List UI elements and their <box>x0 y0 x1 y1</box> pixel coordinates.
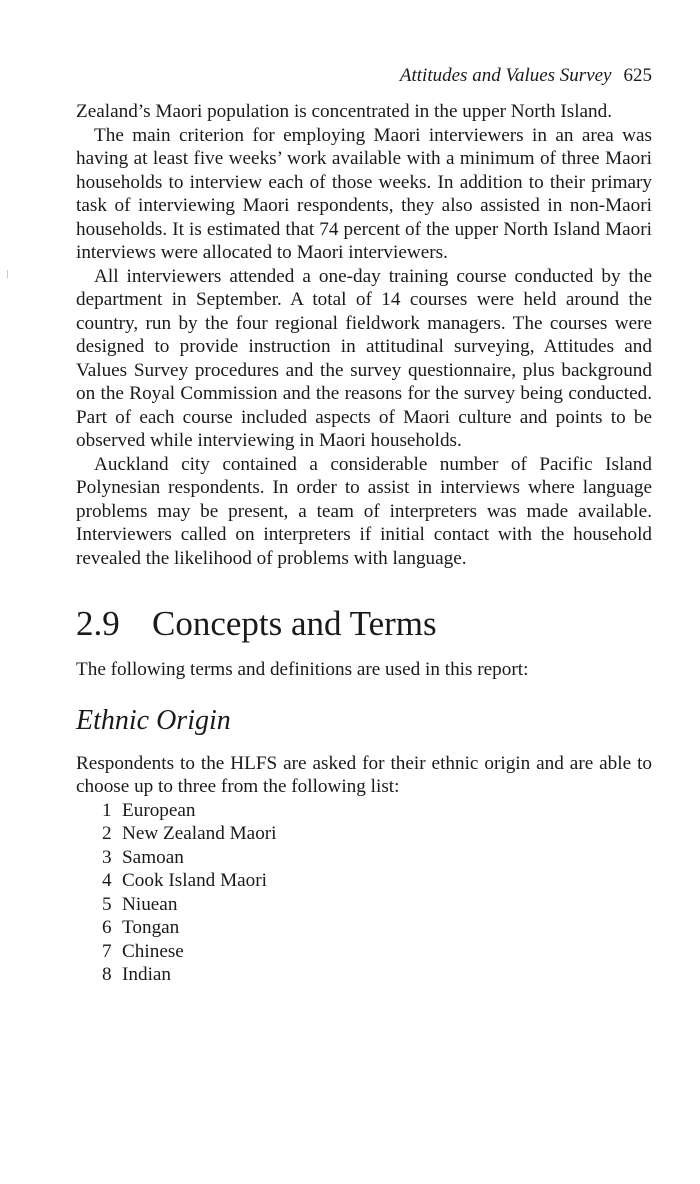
list-item <box>102 799 652 823</box>
list-item-label: Chinese <box>122 940 184 962</box>
list-item <box>102 940 652 964</box>
page-number: 625 <box>623 65 652 86</box>
list-item <box>102 916 652 940</box>
subsection-heading: Ethnic Origin <box>76 704 231 736</box>
list-item-number: 1 <box>102 799 112 821</box>
paragraph-continuation: Zealand’s Maori population is concentrated in the upper North Island. <box>76 101 613 122</box>
section-heading <box>76 604 652 644</box>
list-item-number: 4 <box>102 870 112 891</box>
paragraph-maori-interviewers: The main criterion for employing Maori interviewers in an area was having at least five weeks’ work available with a minimum of three Maori households to interview each of those weeks. In addition to their primary task of interviewing Maori respondents, they also assisted in non-Maori households. It is estimated that 74 percent of the upper North Island Maori interviews were allocated to Maori interviewers. <box>76 124 652 263</box>
list-item-label: European <box>122 799 196 821</box>
paragraph-training-course: All interviewers attended a one-day training course conducted by the department in September. A total of 14 courses were held around the country, run by the four regional fieldwork managers. The courses were designed to provide instruction in attitudinal surveying, Attitudes and Values Survey procedures and the survey questionnaire, plus background on the Royal Commission and the reasons for the survey being conducted. Part of each course included aspects of Maori culture and points to be observed while interviewing in Maori households. <box>76 265 652 451</box>
section-number: 2.9 <box>76 604 120 643</box>
list-item <box>102 963 652 987</box>
list-item <box>102 822 652 846</box>
running-head-title: Attitudes and Values Survey <box>399 65 612 86</box>
list-item-label: Tongan <box>122 917 180 938</box>
section-intro: The following terms and definitions are used in this report: <box>76 659 529 680</box>
list-item-label: Samoan <box>122 846 184 868</box>
paragraph-interpreters: Auckland city contained a considerable number of Pacific Island Polynesian respondents. In order to assist in interviews where language problems may be present, a team of interpreters was made available. Interviewers called on interpreters if initial contact with the household revealed the likelihood of problems with language. <box>76 453 652 569</box>
list-item-number: 2 <box>102 823 112 844</box>
list-item-label: Indian <box>122 964 172 985</box>
list-item-label: New Zealand Maori <box>122 823 277 844</box>
running-head <box>76 64 652 88</box>
subsection-text: Respondents to the HLFS are asked for their ethnic origin and are able to choose up to three from the following list: <box>76 752 652 797</box>
section-title: Concepts and Terms <box>152 604 437 643</box>
document-page <box>76 64 652 987</box>
list-item-number: 6 <box>102 917 112 938</box>
list-item <box>102 893 652 917</box>
list-item-number: 5 <box>102 893 112 915</box>
list-item-label: Cook Island Maori <box>122 870 267 891</box>
margin-mark <box>7 270 8 278</box>
list-item-number: 7 <box>102 940 112 962</box>
list-item-number: 8 <box>102 964 112 985</box>
list-item-label: Niuean <box>122 893 178 915</box>
list-item <box>102 846 652 870</box>
list-item <box>102 869 652 893</box>
ethnic-origin-list <box>76 799 652 987</box>
list-item-number: 3 <box>102 846 112 868</box>
